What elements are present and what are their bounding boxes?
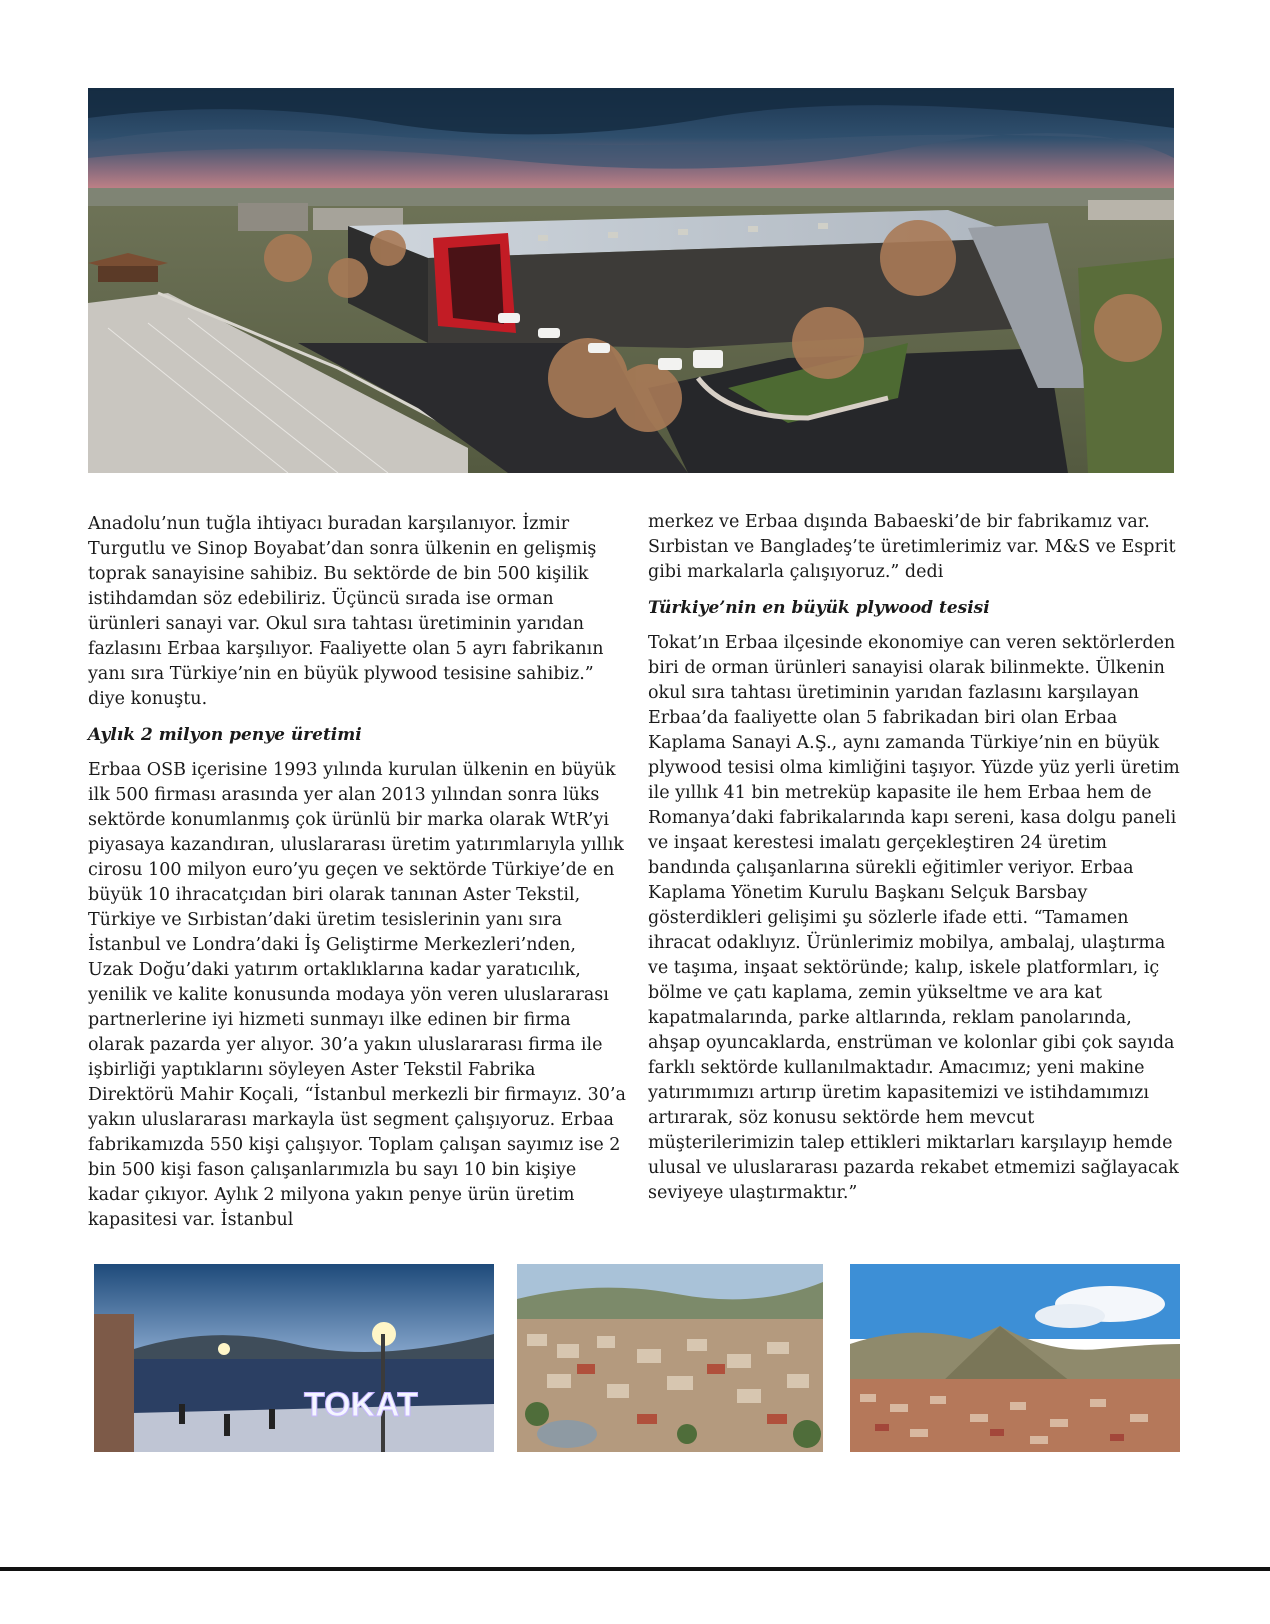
section-heading: Türkiye’nin en büyük plywood tesisi: [648, 598, 990, 618]
article-paragraph: Tokat’ın Erbaa ilçesinde ekonomiye can veren sektörlerden biri de orman ürünleri sanayisi olarak bilinmekte. Ülkenin okul sıra tahtası üretiminin yarıdan fazlasını karşılayan Erbaa’da faaliyette olan 5 fabrikadan biri olan Erbaa Kaplama Sanayi A.Ş., aynı zamanda Türkiye’nin en büyük plywood tesisi olma kimliğini taşıyor. Yüzde yüz yerli üretim ile yıllık 41 bin metreküp kapasite ile hem Erbaa hem de Romanya’daki fabrikalarında kapı sereni, kasa dolgu paneli ve inşaat kerestesi imalatı gerçekleştiren 24 üretim bandında çalışanlarına sürekli eğitimler veriyor. Erbaa Kaplama Yönetim Kurulu Başkanı Selçuk Barsbay gösterdikleri gelişimi şu sözlerle ifade etti. “Tamamen ihracat odaklıyız. Ürünlerimiz mobilya, ambalaj, ulaştırma ve taşıma, inşaat sektöründe; kalıp, iskele platformları, iç bölme ve çatı kaplama, zemin yükseltme ve ara kat kapatmalarında, parke altlarında, reklam panolarında, ahşap oyuncaklarda, enstrüman ve kolonlar gibi çok sayıda farklı sektörde kullanılmaktadır. Amacımız; yeni makine yatırımımızı artırıp üretim kapasitemizi ve istihdamımızı artırarak, söz konusu sektörde hem mevcut müşterilerimizin talep ettikleri miktarları karşılayıp hemde ulusal ve uluslararası pazarda rekabet etmemizi sağlayacak seviyeye ulaştırmaktır.”: [648, 633, 1180, 1203]
article-paragraph: Anadolu’nun tuğla ihtiyacı buradan karşılanıyor. İzmir Turgutlu ve Sinop Boyabat’dan sonra ülkenin en gelişmiş toprak sanayisine sahibiz. Bu sektörde de bin 500 kişilik istihdamdan söz edebiliriz. Üçüncü sırada ise orman ürünleri sanayi var. Okul sıra tahtası üretiminin yarıdan fazlasını Erbaa karşılıyor. Faaliyette olan 5 ayrı fabrikanın yanı sıra Türkiye’nin en büyük plywood tesisine sahibiz.” diye konuştu.: [88, 514, 604, 709]
factory-aerial-photo: [88, 88, 1174, 473]
factory-aerial-illustration: [88, 88, 1174, 473]
article-paragraph: merkez ve Erbaa dışında Babaeski’de bir fabrikamız var. Sırbistan ve Bangladeş’te üretimlerimiz var. M&S ve Esprit gibi markalarla çalışıyoruz.” dedi: [648, 512, 1176, 582]
section-heading: Aylık 2 milyon penye üretimi: [88, 725, 362, 745]
footer-rule: [0, 1567, 1270, 1571]
erbaa-town-aerial-photo: [517, 1264, 823, 1452]
tokat-mountain-town-photo: [850, 1264, 1180, 1452]
tokat-sign-text: TOKAT: [304, 1386, 418, 1424]
article-left-column: [88, 512, 626, 1245]
article-paragraph: Erbaa OSB içerisine 1993 yılında kurulan ülkenin en büyük ilk 500 firması arasında yer alan 2013 yılından sonra lüks sektörde konumlanmış çok ürünlü bir marka olarak WtR’yi piyasaya kazandıran, uluslararası üretim yatırımlarıyla yıllık cirosu 100 milyon euro’yu geçen ve sektörde Türkiye’de en büyük 10 ihracatçıdan biri olarak tanınan Aster Tekstil, Türkiye ve Sırbistan’daki üretim tesislerinin yanı sıra İstanbul ve Londra’daki İş Geliştirme Merkezleri’nden, Uzak Doğu’daki yatırım ortaklıklarına kadar yaratıcılık, yenilik ve kalite konusunda modaya yön veren uluslararası partnerlerine iyi hizmeti sunmayı ilke edinen bir firma olarak pazarda yer alıyor. 30’a yakın uluslararası firma ile işbirliği yaptıklarını söyleyen Aster Tekstil Fabrika Direktörü Mahir Koçali, “İstanbul merkezli bir firmayız. 30’a yakın uluslararası markayla üst segment çalışıyoruz. Erbaa fabrikamızda 550 kişi çalışıyor. Toplam çalışan sayımız ise 2 bin 500 kişi fason çalışanlarımızla bu sayı 10 bin kişiye kadar çıkıyor. Aylık 2 milyona yakın penye ürün üretim kapasitesi var. İstanbul: [88, 760, 626, 1230]
article-right-column: [648, 510, 1186, 1218]
tokat-sign-evening-photo: [94, 1264, 494, 1452]
